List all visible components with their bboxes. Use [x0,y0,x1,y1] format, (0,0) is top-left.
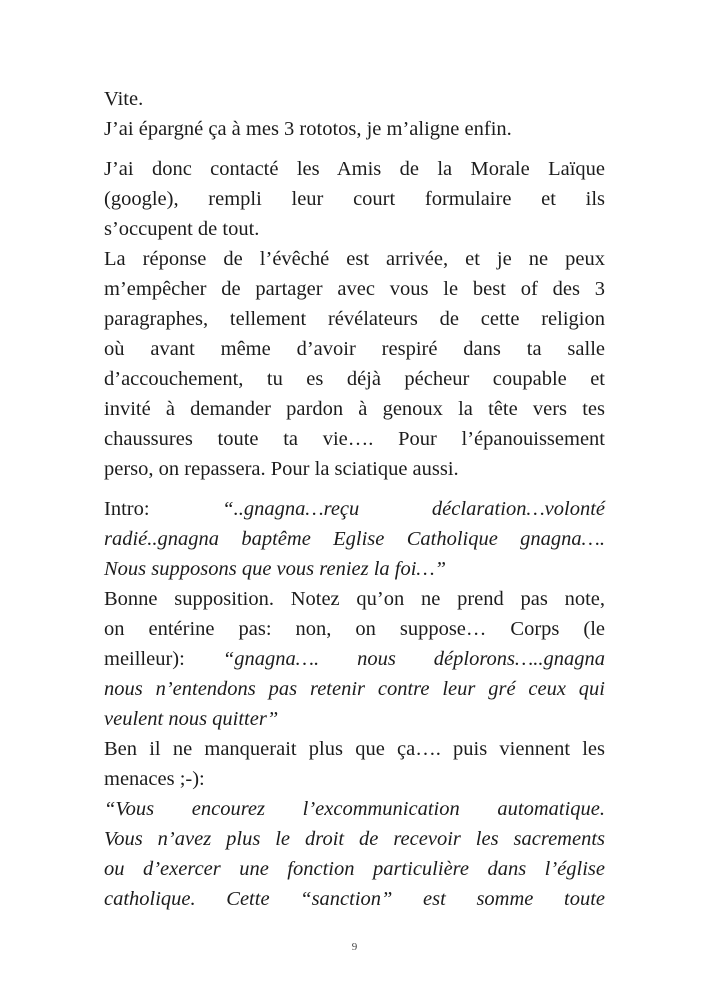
text-line: La réponse de l’évêché est arrivée, et je ne peux [104,248,605,270]
quote-line: Vous n’avez plus le droit de recevoir les sacrements [104,828,605,850]
text-line: paragraphes, tellement révélateurs de cette religion [104,308,605,330]
quote-text: “..gnagna…reçu déclaration…volonté [222,498,606,520]
text-line: Ben il ne manquerait plus que ça…. puis viennent les [104,738,605,760]
quote-text: “gnagna…. nous déplorons…..gnagna [222,648,605,670]
text-line: s’occupent de tout. [104,218,260,240]
text-line: J’ai épargné ça à mes 3 rototos, je m’aligne enfin. [104,118,512,140]
text-line: (google), rempli leur court formulaire et ils [104,188,605,210]
quote-line: catholique. Cette “sanction” est somme toute [104,888,605,910]
text-line: Bonne supposition. Notez qu’on ne prend pas note, [104,588,605,610]
text-line: menaces ;-): [104,768,205,790]
text-line: où avant même d’avoir respiré dans ta salle [104,338,605,360]
text-line: chaussures toute ta vie…. Pour l’épanouissement [104,428,605,450]
text-line: d’accouchement, tu es déjà pécheur coupable et [104,368,605,390]
text-line: perso, on repassera. Pour la sciatique aussi. [104,458,459,480]
quote-line: radié..gnagna baptême Eglise Catholique gnagna…. [104,528,605,550]
quote-line: “Vous encourez l’excommunication automatique. [104,798,605,820]
quote-line: Nous supposons que vous reniez la foi…” [104,558,447,580]
body-text [104,84,605,914]
page-number: 9 [351,941,358,953]
text-line [104,494,605,524]
text-line: Vite. [104,88,144,110]
text-line: J’ai donc contacté les Amis de la Morale Laïque [104,158,605,180]
corps-label: meilleur): [104,648,185,670]
quote-line: ou d’exercer une fonction particulière dans l’église [104,858,605,880]
quote-line: veulent nous quitter” [104,708,279,730]
quote-line: nous n’entendons pas retenir contre leur gré ceux qui [104,678,605,700]
text-line: m’empêcher de partager avec vous le best of des 3 [104,278,605,300]
text-line: on entérine pas: non, on suppose… Corps (le [104,618,605,640]
text-line: invité à demander pardon à genoux la tête vers tes [104,398,605,420]
intro-label: Intro: [104,498,150,520]
text-line [104,644,605,674]
